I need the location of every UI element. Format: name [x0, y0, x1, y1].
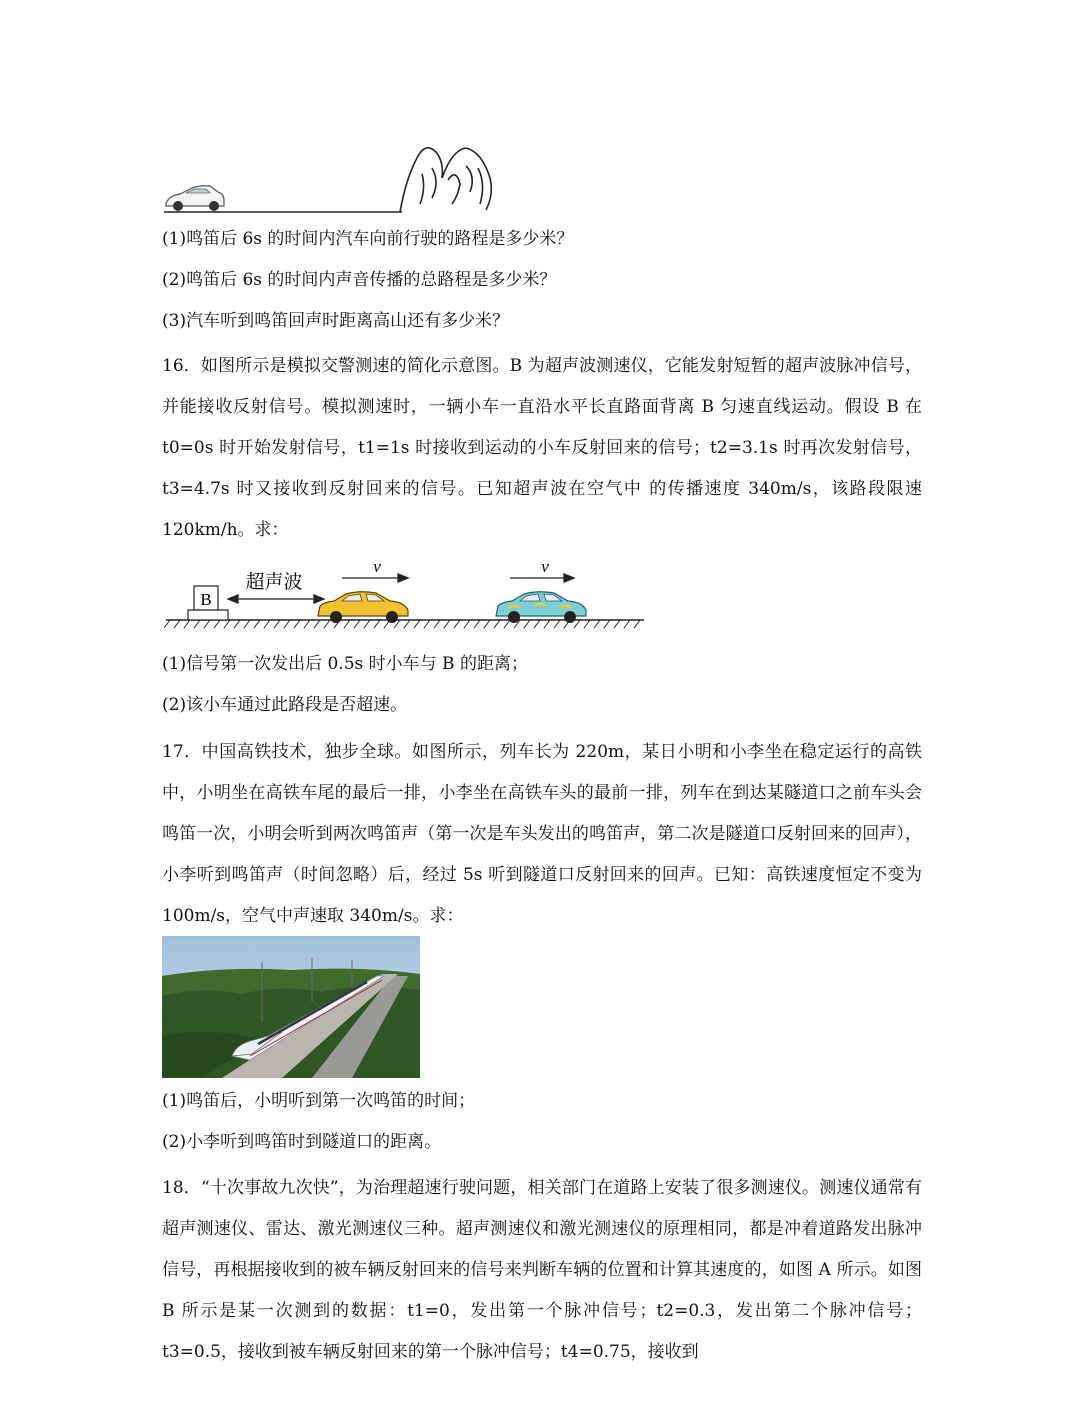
q15-sub1: (1)鸣笛后 6s 的时间内汽车向前行驶的路程是多少米？: [162, 229, 574, 249]
car-icon: [166, 186, 224, 211]
mountain-icon: [400, 148, 491, 212]
q16-sub1: (1)信号第一次发出后 0.5s 时小车与 B 的距离；: [162, 654, 528, 674]
car-mountain-figure: [160, 138, 500, 216]
velocity-label-2: v: [541, 560, 549, 576]
question-16: 16．如图所示是模拟交警测速的简化示意图。B 为超声波测速仪，它能发射短暂的超声波脉冲信号，并能接收反射信号。模拟测速时，一辆小车一直沿水平长直路面背离 B 匀速直线运动。假设 B 在 t0=0s 时开始发射信号，t1=1s 时接收到运动的小车反射回来的信号；t2=3.1s 时再次发射信号，t3=4.7s 时又接收到反射回来的信号。已知超声波在空气中 的传播速度 340m/s，该路段限速 120km/h。求：: [162, 356, 922, 540]
question-17: 17．中国高铁技术，独步全球。如图所示，列车长为 220m，某日小明和小李坐在稳定运行的高铁中，小明坐在高铁车尾的最后一排，小李坐在高铁车头的最前一排，列车在到达某隧道口之前车头会鸣笛一次，小明会听到两次鸣笛声（第一次是车头发出的鸣笛声，第二次是隧道口反射回来的回声），小李听到鸣笛声（时间忽略）后，经过 5s 听到隧道口反射回来的回声。已知：高铁速度恒定不变为 100m/s，空气中声速取 340m/s。求：: [162, 742, 922, 926]
teal-car-icon: [496, 592, 586, 623]
q15-sub3: (3)汽车听到鸣笛回声时距离高山还有多少米？: [162, 311, 510, 331]
train-photo: [162, 936, 420, 1078]
q15-sub2: (2)鸣笛后 6s 的时间内声音传播的总路程是多少米？: [162, 270, 557, 290]
platform: [188, 610, 228, 620]
yellow-car-icon: [318, 592, 408, 623]
double-arrow: [228, 595, 324, 603]
detector-label: B: [200, 590, 212, 609]
q17-sub2: (2)小李听到鸣笛时到隧道口的距离。: [162, 1132, 442, 1152]
velocity-label-1: v: [373, 560, 381, 576]
q16-sub2: (2)该小车通过此路段是否超速。: [162, 695, 408, 715]
ultrasonic-figure: [164, 560, 648, 632]
question-18: 18．“十次事故九次快”，为治理超速行驶问题，相关部门在道路上安装了很多测速仪。测速仪通常有超声测速仪、雷达、激光测速仪三种。超声测速仪和激光测速仪的原理相同，都是冲着道路发出脉冲信号，再根据接收到的被车辆反射回来的信号来判断车辆的位置和计算其速度的，如图 A 所示。如图 B 所示是某一次测到的数据：t1=0，发出第一个脉冲信号；t2=0.3，发出第二个脉冲信号；t3=0.5，接收到被车辆反射回来的第一个脉冲信号；t4=0.75，接收到: [162, 1178, 922, 1362]
q17-sub1: (1)鸣笛后，小明听到第一次鸣笛的时间；: [162, 1091, 476, 1111]
wave-label: 超声波: [245, 571, 303, 593]
